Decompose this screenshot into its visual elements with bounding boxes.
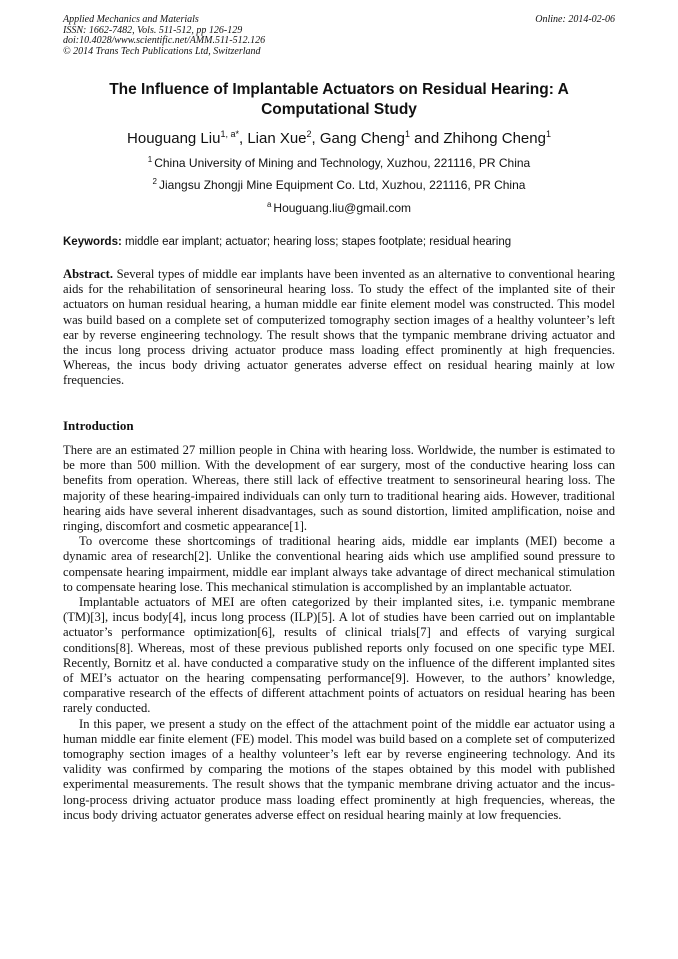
author-name: Lian Xue <box>247 130 307 147</box>
affiliation-text: Jiangsu Zhongji Mine Equipment Co. Ltd, Xuzhou, 221116, PR China <box>159 178 526 192</box>
affiliation-superscript: 1 <box>147 155 153 164</box>
introduction-body <box>63 443 615 823</box>
paragraph: Implantable actuators of MEI are often categorized by their implanted sites, i.e. tympanic membrane (TM)[3], incus body[4], incus long process (ILP)[5]. A lot of studies have been carried out on implantable actuator’s performance optimization[6], results of clinical trials[7] and effects of varying surgical conditions[8]. Whereas, most of these previous published reports only focused on one specific type MEI. Recently, Bornitz et al. have conducted a comparative study on the influence of the different implanted sites of MEI’s actuator on the hearing compensating performance[9]. However, to the authors’ knowledge, comparative research of the effects of different attachment points of actuators on residual hearing has been rarely conducted. <box>63 595 615 716</box>
affiliation-text: China University of Mining and Technology, Xuzhou, 221116, PR China <box>154 156 531 170</box>
author-superscript: 1 <box>545 129 551 139</box>
keywords <box>63 235 615 250</box>
author-name: Zhihong Cheng <box>443 130 546 147</box>
affiliation-2 <box>63 178 615 193</box>
keywords-label: Keywords: <box>63 236 122 248</box>
email-address: Houguang.liu@gmail.com <box>273 201 412 215</box>
abstract-label: Abstract. <box>63 267 114 281</box>
author-superscript: 1 <box>404 129 410 139</box>
copyright-line: © 2014 Trans Tech Publications Ltd, Switzerland <box>63 45 261 57</box>
paper-title: The Influence of Implantable Actuators on Residual Hearing: A Computational Study <box>109 81 569 118</box>
journal-header <box>63 15 615 57</box>
paragraph: There are an estimated 27 million people in China with hearing loss. Worldwide, the number is estimated to be more than 500 million. With the development of ear surgery, most of the conductive hearing loss can benefits from operation. Whereas, there still lack of effective treatment to sensorineural hearing loss. The majority of these hearing-impaired individuals can only turn to traditional hearing aids. However, traditional hearing aids have several inherent disadvantages, such as sound distortion, limited amplification, noise and ringing, discomfort and cosmetic appearance[1]. <box>63 443 615 534</box>
doi-line: doi:10.4028/www.scientific.net/AMM.511-512.126 <box>63 35 266 46</box>
journal-name: Applied Mechanics and Materials <box>63 14 199 25</box>
online-date: Online: 2014-02-06 <box>535 14 615 25</box>
section-heading: Introduction <box>63 418 134 433</box>
paragraph: In this paper, we present a study on the effect of the attachment point of the middle ear actuator using a human middle ear finite element (FE) model. This model was build based on a complete set of computerized tomography section images of a healthy volunteer’s left ear by reverse engineering technology. And its validity was confirmed by comparing the motions of the stapes obtained by this model with published experimental measurements. The result shows that the tympanic membrane driving actuator and the incus-long-process driving actuator produce mass loading effect prominently at high frequencies, whereas, the incus body driving actuator generates adverse effect on residual hearing mainly at low frequencies. <box>63 716 615 822</box>
affiliation-superscript: 2 <box>152 177 157 186</box>
email-superscript: a <box>266 200 272 209</box>
author-name: Houguang Liu <box>127 130 221 147</box>
author-superscript: 2 <box>306 129 312 139</box>
email-line <box>63 201 615 216</box>
keywords-text: middle ear implant; actuator; hearing loss; stapes footplate; residual hearing <box>125 236 512 248</box>
paragraph: To overcome these shortcomings of traditional hearing aids, middle ear implants (MEI) become a dynamic area of research[2]. Unlike the conventional hearing aids which use amplified sound pressure to compensate hearing impairment, middle ear implant always take advantage of direct mechanical stimulation to compensate hearing lose. This mechanical stimulation is accomplished by an implantable actuator. <box>63 534 615 594</box>
author-name: Gang Cheng <box>319 130 405 147</box>
author-list: Houguang Liu$^{1, a*}$, Lian Xue$^2$, Gang Cheng$^1$ and Zhihong Cheng$^1$ <box>127 129 551 147</box>
author-superscript: 1, a* <box>220 129 239 139</box>
abstract-text: Several types of middle ear implants have been invented as an alternative to conventional hearing aids for the rehabilitation of sensorineural hearing loss. To study the effect of the implanted site of their actuators on human residual hearing, a human middle ear finite element model was constructed. This model was build based on a complete set of computerized tomography section images of a healthy volunteer’s left ear by reverse engineering technology. The result shows that the tympanic membrane driving actuator and the incus long process driving actuator produce mass loading effect prominently at high frequencies. Whereas, the incus body driving actuator generates adverse effect on residual hearing mainly at low frequencies. <box>63 267 615 388</box>
abstract <box>63 267 615 389</box>
issn-line: ISSN: 1662-7482, Vols. 511-512, pp 126-129 <box>63 24 243 36</box>
affiliation-1 <box>63 156 615 171</box>
